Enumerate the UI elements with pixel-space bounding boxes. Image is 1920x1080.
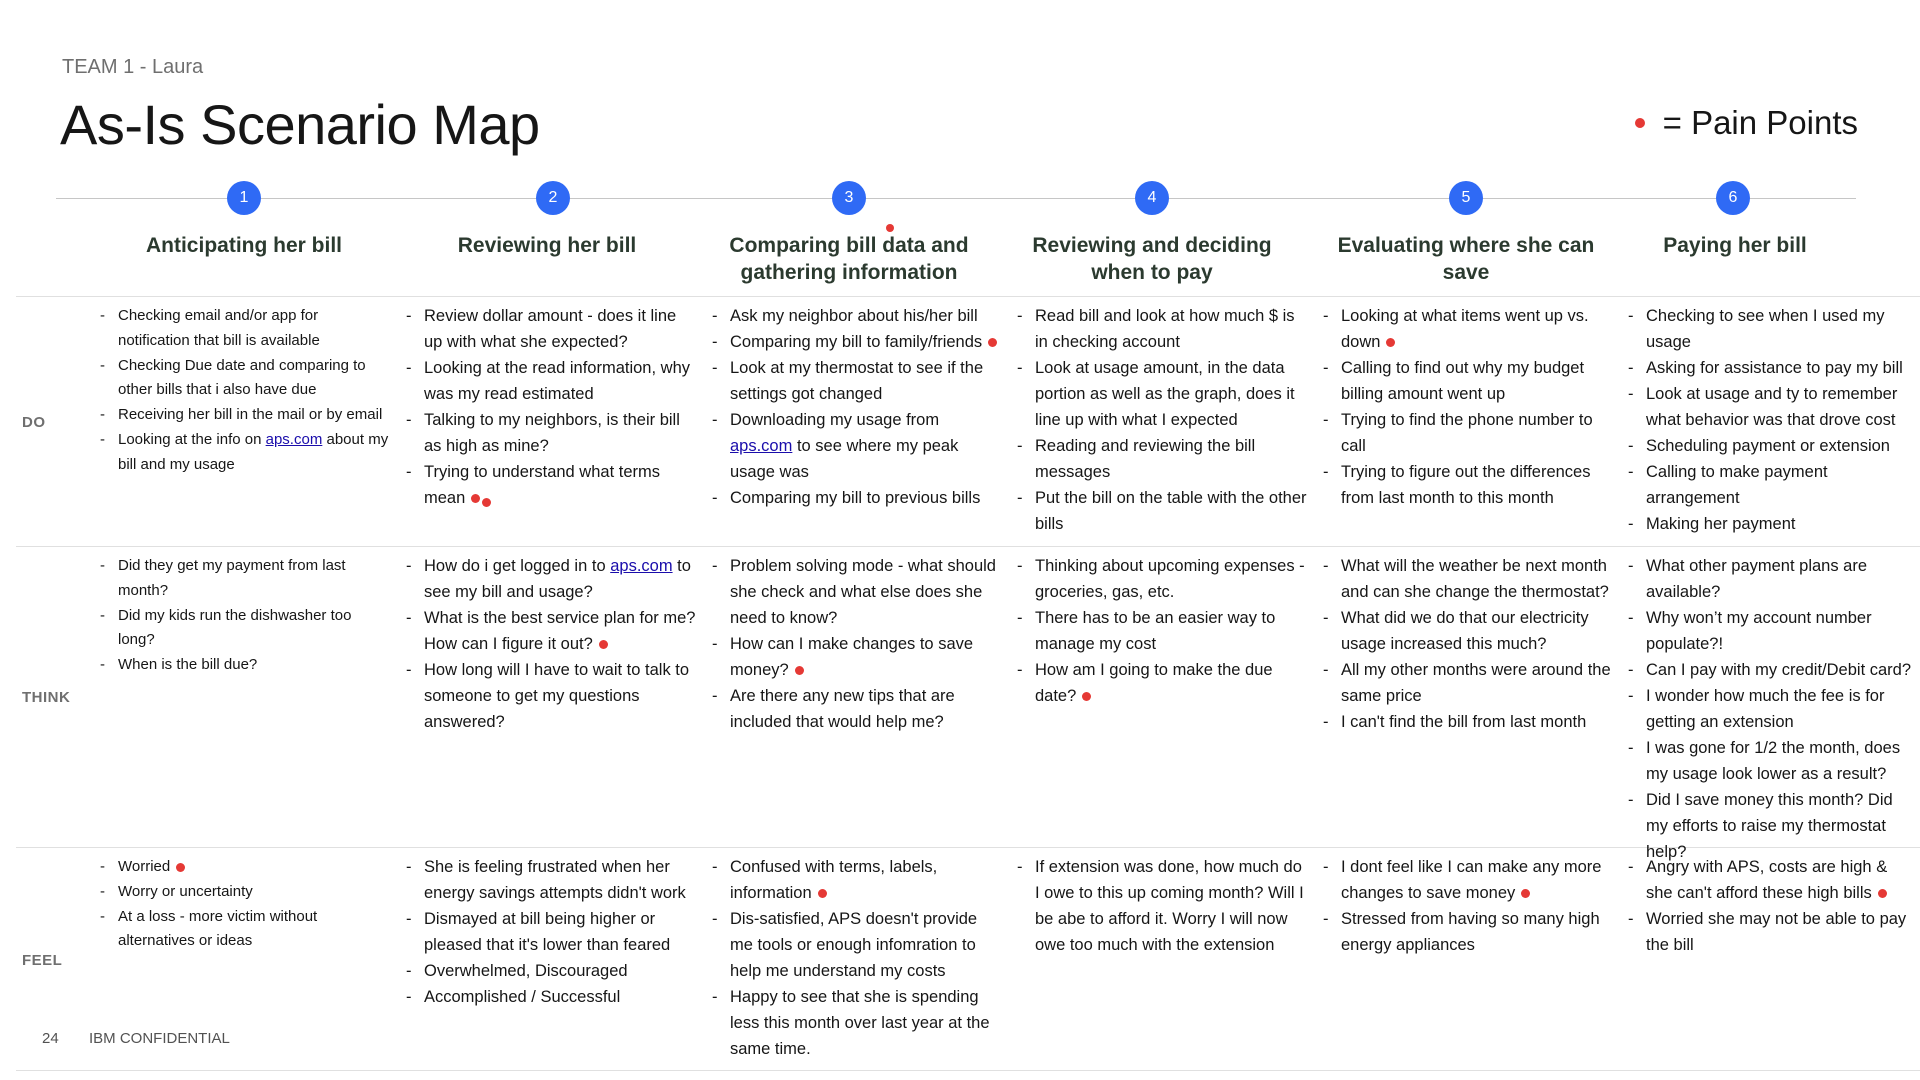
item-text: Trying to find the phone number to call bbox=[1341, 411, 1593, 455]
list-item bbox=[1323, 657, 1613, 709]
think-cell-step-6 bbox=[1628, 553, 1918, 865]
list-item bbox=[100, 855, 340, 880]
list-item bbox=[1628, 381, 1918, 433]
list-item bbox=[406, 407, 696, 459]
item-text: Making her payment bbox=[1646, 515, 1796, 533]
item-text: Worried bbox=[118, 858, 171, 875]
step-number-4: 4 bbox=[1135, 181, 1169, 215]
list-item bbox=[1628, 683, 1918, 735]
list-item bbox=[1017, 553, 1307, 605]
list-item bbox=[100, 653, 380, 678]
item-text: Dis-satisfied, APS doesn't provide me tools or enough infomration to help me understand my costs bbox=[730, 910, 978, 980]
item-text: Worried she may not be able to pay the bill bbox=[1646, 910, 1907, 954]
list-item bbox=[1628, 657, 1918, 683]
think-cell-step-2 bbox=[406, 553, 696, 735]
pain-point-dot-icon bbox=[1635, 118, 1645, 128]
item-text: Happy to see that she is spending less this month over last year at the same time. bbox=[730, 988, 990, 1058]
item-text: There has to be an easier way to manage my cost bbox=[1035, 609, 1276, 653]
item-text: Did they get my payment from last month? bbox=[118, 557, 346, 599]
item-text: about my bill and my usage bbox=[118, 430, 389, 473]
item-text: Read bill and look at how much $ is in checking account bbox=[1035, 307, 1295, 351]
item-text: Calling to find out why my budget billing amount went up bbox=[1341, 359, 1585, 403]
list-item bbox=[1323, 303, 1613, 355]
item-text: I dont feel like I can make any more changes to save money bbox=[1341, 858, 1602, 902]
step-number-6: 6 bbox=[1716, 181, 1750, 215]
list-item bbox=[712, 854, 1002, 906]
feel-cell-step-3 bbox=[712, 854, 1002, 1062]
item-text: She is feeling frustrated when her energy savings attempts didn't work bbox=[424, 858, 686, 902]
row-divider bbox=[16, 296, 1920, 297]
list-item bbox=[406, 854, 696, 906]
page-title: As-Is Scenario Map bbox=[60, 93, 540, 156]
item-text: Angry with APS, costs are high & she can't afford these high bills bbox=[1646, 858, 1888, 902]
pain-point-dot-icon bbox=[1878, 889, 1887, 898]
list-item bbox=[100, 554, 380, 604]
list-item bbox=[406, 958, 696, 984]
list-item bbox=[406, 459, 696, 511]
step-number-5: 5 bbox=[1449, 181, 1483, 215]
item-text: Receiving her bill in the mail or by email bbox=[118, 406, 383, 424]
pain-point-dot-icon bbox=[818, 889, 827, 898]
item-text: to see my bill and usage? bbox=[424, 557, 691, 601]
list-item bbox=[712, 906, 1002, 984]
list-item bbox=[1323, 553, 1613, 605]
item-text: Confused with terms, labels, information bbox=[730, 858, 938, 902]
pain-point-dot-icon bbox=[795, 666, 804, 675]
list-item bbox=[712, 683, 1002, 735]
item-text: Why won’t my account number populate?! bbox=[1646, 609, 1872, 653]
item-text: All my other months were around the same price bbox=[1341, 661, 1611, 705]
list-item bbox=[712, 355, 1002, 407]
item-text: Look at my thermostat to see if the settings got changed bbox=[730, 359, 984, 403]
feel-cell-step-4 bbox=[1017, 854, 1307, 958]
list-item bbox=[406, 303, 696, 355]
item-text: I wonder how much the fee is for getting an extension bbox=[1646, 687, 1885, 731]
do-cell-step-5 bbox=[1323, 303, 1613, 511]
pain-point-dot-icon bbox=[886, 224, 894, 232]
item-text: Ask my neighbor about his/her bill bbox=[730, 307, 978, 325]
item-text: Talking to my neighbors, is their bill as high as mine? bbox=[424, 411, 680, 455]
list-item bbox=[1628, 459, 1918, 511]
list-item bbox=[1323, 906, 1613, 958]
item-text: Checking Due date and comparing to other bills that i also have due bbox=[118, 356, 366, 399]
item-text: Looking at what items went up vs. down bbox=[1341, 307, 1589, 351]
team-label: TEAM 1 - Laura bbox=[62, 56, 204, 78]
list-item bbox=[100, 403, 392, 428]
list-item bbox=[1628, 906, 1918, 958]
item-text: Reading and reviewing the bill messages bbox=[1035, 437, 1256, 481]
item-text: How long will I have to wait to talk to someone to get my questions answered? bbox=[424, 661, 690, 731]
do-cell-step-2 bbox=[406, 303, 696, 511]
confidential-label: IBM CONFIDENTIAL bbox=[89, 1030, 230, 1047]
pain-point-dot-icon bbox=[471, 494, 480, 503]
step-title-2: Reviewing her bill bbox=[457, 234, 637, 257]
timeline-line bbox=[56, 198, 1856, 199]
item-text: I can't find the bill from last month bbox=[1341, 713, 1587, 731]
step-number-3: 3 bbox=[832, 181, 866, 215]
aps-link[interactable]: aps.com bbox=[265, 430, 323, 448]
list-item bbox=[100, 354, 392, 404]
aps-link[interactable]: aps.com bbox=[610, 557, 673, 575]
list-item bbox=[1017, 854, 1307, 958]
item-text: If extension was done, how much do I owe to this up coming month? Will I be abe to afford it. Worry I will now owe too much with the extension bbox=[1035, 858, 1304, 954]
do-cell-step-1 bbox=[100, 304, 392, 478]
list-item bbox=[712, 553, 1002, 631]
item-text: Comparing my bill to previous bills bbox=[730, 489, 981, 507]
item-text: Thinking about upcoming expenses - groceries, gas, etc. bbox=[1035, 557, 1305, 601]
step-number-1: 1 bbox=[227, 181, 261, 215]
step-title-4: Reviewing and deciding when to pay bbox=[1032, 234, 1272, 284]
legend bbox=[1635, 104, 1858, 142]
list-item bbox=[100, 880, 340, 905]
item-text: Worry or uncertainty bbox=[118, 882, 253, 900]
list-item bbox=[1628, 735, 1918, 787]
list-item bbox=[1628, 854, 1918, 906]
aps-link[interactable]: aps.com bbox=[730, 437, 793, 455]
think-cell-step-1 bbox=[100, 554, 380, 678]
row-divider bbox=[16, 1070, 1920, 1071]
item-text: Downloading my usage from bbox=[730, 411, 940, 429]
item-text: How can I make changes to save money? bbox=[730, 635, 974, 679]
think-cell-step-3 bbox=[712, 553, 1002, 735]
feel-cell-step-6 bbox=[1628, 854, 1918, 958]
list-item bbox=[1017, 355, 1307, 433]
item-text: Scheduling payment or extension bbox=[1646, 437, 1890, 455]
item-text: At a loss - more victim without alternatives or ideas bbox=[118, 907, 318, 950]
item-text: How do i get logged in to bbox=[424, 557, 611, 575]
pain-point-dot-icon bbox=[599, 640, 608, 649]
list-item bbox=[1628, 355, 1918, 381]
think-cell-step-4 bbox=[1017, 553, 1307, 709]
list-item bbox=[100, 604, 380, 654]
do-cell-step-3 bbox=[712, 303, 1002, 511]
list-item bbox=[1628, 553, 1918, 605]
list-item bbox=[1628, 433, 1918, 459]
item-text: Put the bill on the table with the other bills bbox=[1035, 489, 1307, 533]
feel-cell-step-5 bbox=[1323, 854, 1613, 958]
step-title-3: Comparing bill data and gathering information bbox=[729, 234, 969, 284]
item-text: Dismayed at bill being higher or pleased that it's lower than feared bbox=[424, 910, 671, 954]
list-item bbox=[1628, 605, 1918, 657]
step-title-1: Anticipating her bill bbox=[145, 234, 342, 257]
list-item bbox=[712, 485, 1002, 511]
item-text: Looking at the read information, why was my read estimated bbox=[424, 359, 690, 403]
list-item bbox=[1017, 303, 1307, 355]
item-text: Accomplished / Successful bbox=[424, 988, 621, 1006]
list-item bbox=[1628, 511, 1918, 537]
item-text: Look at usage and ty to remember what behavior was that drove cost bbox=[1646, 385, 1898, 429]
pain-point-dot-icon bbox=[988, 338, 997, 347]
list-item bbox=[712, 329, 1002, 355]
item-text: Stressed from having so many high energy appliances bbox=[1341, 910, 1600, 954]
list-item bbox=[406, 605, 696, 657]
feel-cell-step-2 bbox=[406, 854, 696, 1010]
pain-point-dot-icon bbox=[1521, 889, 1530, 898]
step-title-6: Paying her bill bbox=[1663, 234, 1807, 257]
item-text: Problem solving mode - what should she check and what else does she need to know? bbox=[730, 557, 996, 627]
item-text: Look at usage amount, in the data portion as well as the graph, does it line up with what I expected bbox=[1035, 359, 1295, 429]
row-label-do: DO bbox=[22, 414, 46, 431]
list-item bbox=[1323, 459, 1613, 511]
item-text: How am I going to make the due date? bbox=[1035, 661, 1273, 705]
item-text: What did we do that our electricity usage increased this much? bbox=[1341, 609, 1589, 653]
list-item bbox=[1323, 355, 1613, 407]
do-cell-step-4 bbox=[1017, 303, 1307, 537]
item-text: What will the weather be next month and can she change the thermostat? bbox=[1341, 557, 1609, 601]
list-item bbox=[406, 355, 696, 407]
list-item bbox=[712, 984, 1002, 1062]
item-text: I was gone for 1/2 the month, does my usage look lower as a result? bbox=[1646, 739, 1901, 783]
list-item bbox=[712, 631, 1002, 683]
pain-point-dot-icon bbox=[1082, 692, 1091, 701]
list-item bbox=[712, 407, 1002, 485]
item-text: Did I save money this month? Did my efforts to raise my thermostat help? bbox=[1646, 791, 1893, 861]
list-item bbox=[712, 303, 1002, 329]
item-text: Checking to see when I used my usage bbox=[1646, 307, 1885, 351]
row-divider bbox=[16, 546, 1920, 547]
item-text: Calling to make payment arrangement bbox=[1646, 463, 1828, 507]
pain-point-dot-icon bbox=[176, 863, 185, 872]
item-text: What is the best service plan for me? How can I figure it out? bbox=[424, 609, 696, 653]
list-item bbox=[1017, 433, 1307, 485]
legend-label: = Pain Points bbox=[1662, 104, 1858, 141]
list-item bbox=[1017, 605, 1307, 657]
item-text: Checking email and/or app for notification that bill is available bbox=[118, 307, 320, 349]
list-item bbox=[1323, 605, 1613, 657]
list-item bbox=[100, 428, 392, 478]
feel-cell-step-1 bbox=[100, 855, 340, 954]
item-text: Are there any new tips that are included that would help me? bbox=[730, 687, 955, 731]
list-item bbox=[1017, 485, 1307, 537]
page-number: 24 bbox=[42, 1030, 59, 1047]
item-text: When is the bill due? bbox=[118, 656, 258, 674]
item-text: to see where my peak usage was bbox=[730, 437, 959, 481]
item-text: Comparing my bill to family/friends bbox=[730, 333, 983, 351]
item-text: Overwhelmed, Discouraged bbox=[424, 962, 628, 980]
item-text: What other payment plans are available? bbox=[1646, 557, 1868, 601]
item-text: Trying to figure out the differences from last month to this month bbox=[1341, 463, 1591, 507]
list-item bbox=[1323, 854, 1613, 906]
list-item bbox=[100, 905, 340, 955]
list-item bbox=[1017, 657, 1307, 709]
pain-point-dot-icon bbox=[482, 498, 491, 507]
list-item bbox=[1628, 303, 1918, 355]
item-text: Asking for assistance to pay my bill bbox=[1646, 359, 1903, 377]
list-item bbox=[1323, 407, 1613, 459]
do-cell-step-6 bbox=[1628, 303, 1918, 537]
row-label-feel: FEEL bbox=[22, 952, 63, 969]
row-label-think: THINK bbox=[22, 689, 71, 706]
list-item bbox=[100, 304, 392, 354]
item-text: Review dollar amount - does it line up with what she expected? bbox=[424, 307, 677, 351]
pain-point-dot-icon bbox=[1386, 338, 1395, 347]
item-text: Looking at the info on bbox=[118, 430, 266, 448]
list-item bbox=[1323, 709, 1613, 735]
think-cell-step-5 bbox=[1323, 553, 1613, 735]
item-text: Can I pay with my credit/Debit card? bbox=[1646, 661, 1912, 679]
list-item bbox=[406, 906, 696, 958]
item-text: Did my kids run the dishwasher too long? bbox=[118, 606, 352, 649]
list-item bbox=[406, 984, 696, 1010]
item-text: Trying to understand what terms mean bbox=[424, 463, 660, 507]
list-item bbox=[406, 553, 696, 605]
step-title-5: Evaluating where she can save bbox=[1337, 234, 1595, 284]
list-item bbox=[406, 657, 696, 735]
step-number-2: 2 bbox=[536, 181, 570, 215]
